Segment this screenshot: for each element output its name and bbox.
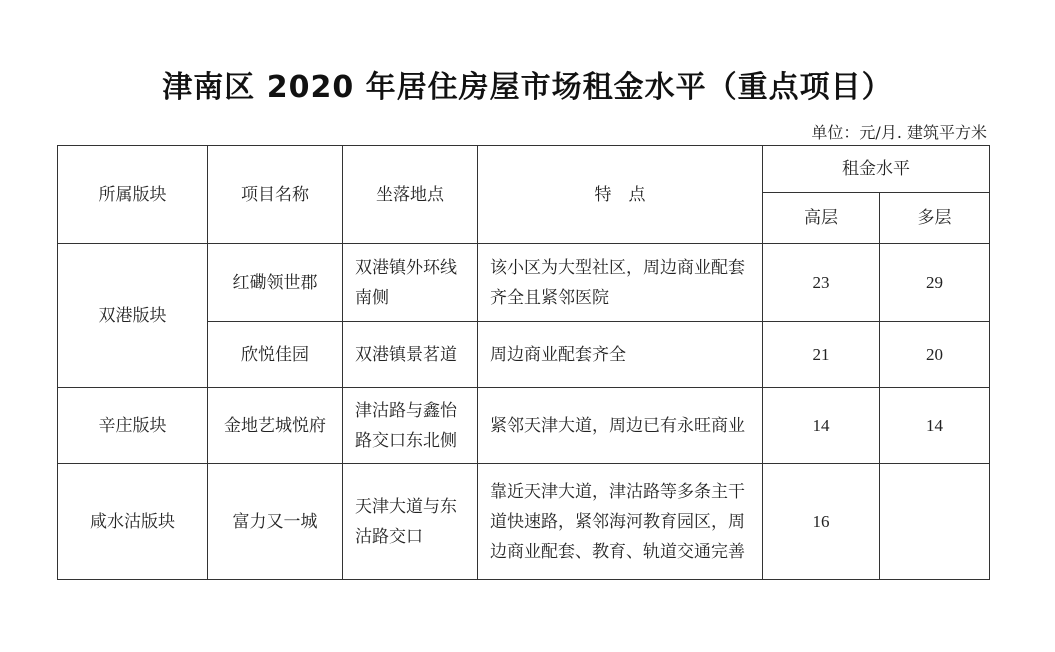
- project-cell: 欣悦佳园: [208, 322, 343, 388]
- high-rise-rent: 14: [763, 388, 880, 464]
- multi-storey-rent: 29: [880, 244, 990, 322]
- block-cell: 辛庄版块: [58, 388, 208, 464]
- block-cell: 咸水沽版块: [58, 464, 208, 580]
- multi-storey-rent: [880, 464, 990, 580]
- features-cell: 周边商业配套齐全: [478, 322, 763, 388]
- high-rise-rent: 23: [763, 244, 880, 322]
- location-cell: 双港镇外环线南侧: [343, 244, 478, 322]
- table-row: [58, 244, 990, 322]
- multi-storey-rent: 14: [880, 388, 990, 464]
- multi-storey-rent: 20: [880, 322, 990, 388]
- header-features: 特 点: [478, 146, 763, 244]
- project-cell: 金地艺城悦府: [208, 388, 343, 464]
- project-cell: 富力又一城: [208, 464, 343, 580]
- block-cell: 双港版块: [58, 244, 208, 388]
- features-cell: 该小区为大型社区，周边商业配套齐全且紧邻医院: [478, 244, 763, 322]
- table-row: [58, 464, 990, 580]
- location-cell: 津沽路与鑫怡路交口东北侧: [343, 388, 478, 464]
- table-row: [58, 388, 990, 464]
- header-rent-level: 租金水平: [763, 146, 990, 193]
- header-high-rise: 高层: [763, 193, 880, 244]
- features-cell: 靠近天津大道，津沽路等多条主干道快速路，紧邻海河教育园区，周边商业配套、教育、轨道交通完善: [478, 464, 763, 580]
- location-cell: 天津大道与东沽路交口: [343, 464, 478, 580]
- page-title: 津南区 2020 年居住房屋市场租金水平（重点项目）: [162, 70, 893, 105]
- header-block: 所属版块: [58, 146, 208, 244]
- high-rise-rent: 21: [763, 322, 880, 388]
- project-cell: 红磡领世郡: [208, 244, 343, 322]
- unit-note: 单位：元/月. 建筑平方米: [811, 123, 987, 142]
- header-project: 项目名称: [208, 146, 343, 244]
- features-cell: 紧邻天津大道，周边已有永旺商业: [478, 388, 763, 464]
- location-cell: 双港镇景茗道: [343, 322, 478, 388]
- header-multi-storey: 多层: [880, 193, 990, 244]
- header-location: 坐落地点: [343, 146, 478, 244]
- high-rise-rent: 16: [763, 464, 880, 580]
- rent-table: [57, 145, 990, 580]
